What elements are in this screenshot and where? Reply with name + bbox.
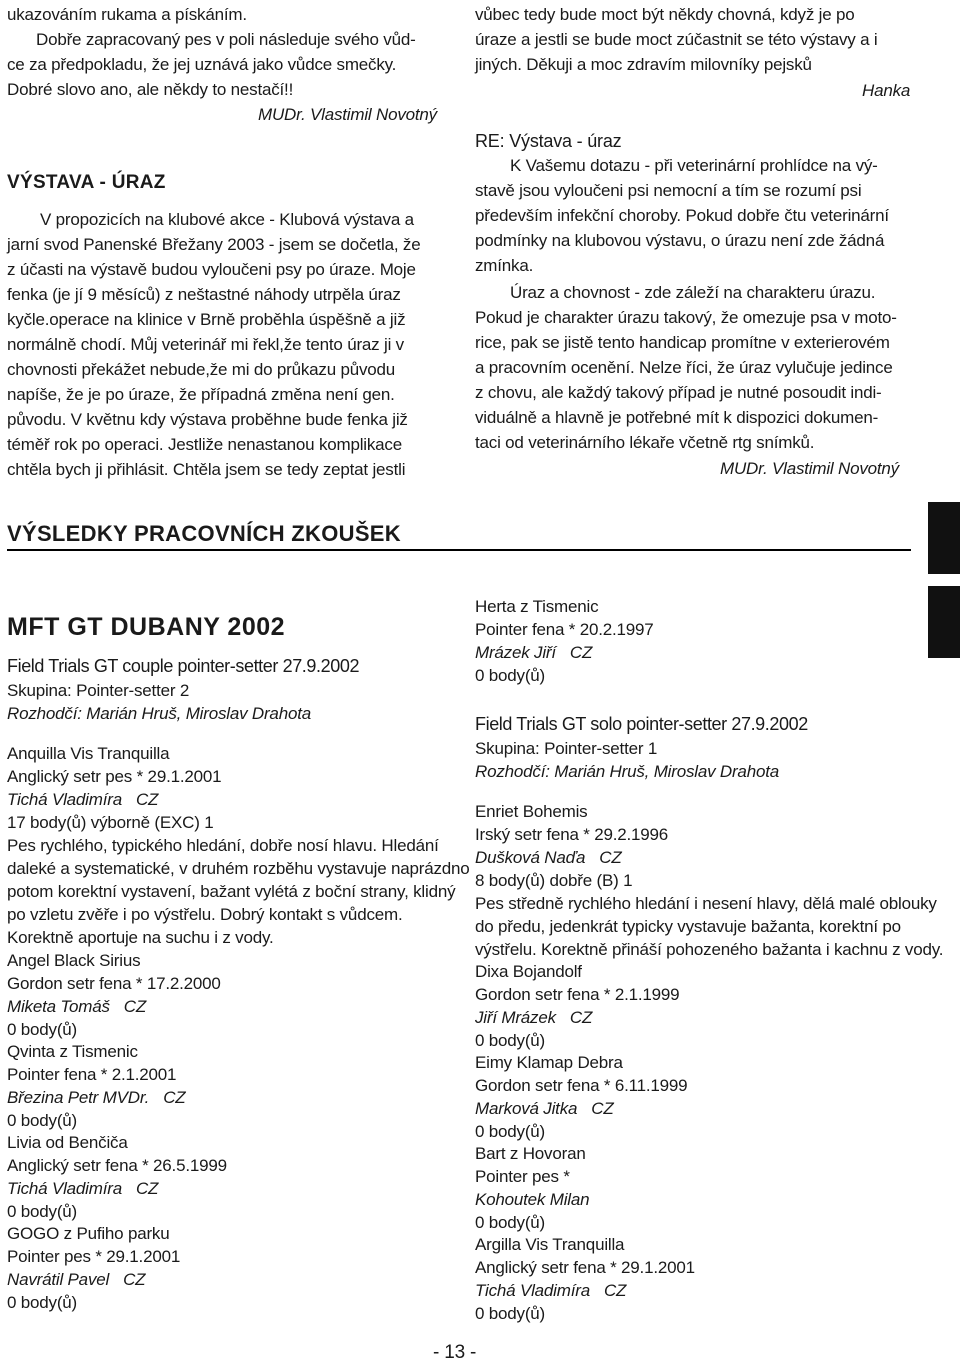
dog-breed: Pointer fena * 20.2.1997 <box>475 620 654 639</box>
dog-owner: Navrátil Pavel CZ <box>7 1270 146 1289</box>
dog-owner: Březina Petr MVDr. CZ <box>7 1088 186 1107</box>
dog-owner: Miketa Tomáš CZ <box>7 997 147 1016</box>
dog-comment-line: daleké a systematické, v druhém rozběhu vystavuje naprázdno <box>7 859 470 878</box>
reply-signature: MUDr. Vlastimil Novotný <box>720 459 899 478</box>
dog-owner: Jiří Mrázek CZ <box>475 1008 593 1027</box>
dog-score: 0 body(ů) <box>7 1020 78 1039</box>
edge-tab-top <box>928 502 960 574</box>
reply-line: K Vašemu dotazu - při veterinární prohlídce na vý- <box>510 156 878 175</box>
dog-breed: Anglický setr fena * 26.5.1999 <box>7 1156 227 1175</box>
vystava-line: fenka (je jí 9 měsíců) z neštastné náhody utrpěla úraz <box>7 285 401 304</box>
dog-score: 0 body(ů) <box>475 1122 546 1141</box>
reply-line: Úraz a chovnost - zde záleží na charakteru úrazu. <box>510 283 876 302</box>
dog-name: Livia od Benčiča <box>7 1133 128 1152</box>
vystava-line: napíše, že je po úraze, že případná změna není gen. <box>7 385 395 404</box>
dog-name: Enriet Bohemis <box>475 802 588 821</box>
dog-score: 0 body(ů) <box>7 1202 78 1221</box>
reply-line: viduálně a hlavně je potřebné mít k dispozici dokumen- <box>475 408 879 427</box>
dog-name: Bart z Hovoran <box>475 1144 586 1163</box>
dog-breed: Gordon setr fena * 2.1.1999 <box>475 985 680 1004</box>
solo-judges: Rozhodčí: Marián Hruš, Miroslav Drahota <box>475 762 779 781</box>
dog-score: 0 body(ů) <box>475 666 546 685</box>
edge-tab-bottom <box>928 586 960 658</box>
reply-line: a pracovním ocenění. Nelze říci, že úraz vylučuje jedince <box>475 358 893 377</box>
reply-line: rice, pak se jistě tento handicap promítne v exterierovém <box>475 333 890 352</box>
dog-breed: Anglický setr pes * 29.1.2001 <box>7 767 222 786</box>
dog-owner: Tichá Vladimíra CZ <box>475 1281 627 1300</box>
mft-group: Skupina: Pointer-setter 2 <box>7 681 190 700</box>
mft-judges: Rozhodčí: Marián Hruš, Miroslav Drahota <box>7 704 311 723</box>
dog-owner: Marková Jitka CZ <box>475 1099 614 1118</box>
dog-name: Eimy Klamap Debra <box>475 1053 623 1072</box>
dog-score: 0 body(ů) <box>7 1111 78 1130</box>
reply-line: stavě jsou vyloučeni psi nemocní a tím se rozumí psi <box>475 181 862 200</box>
dog-comment-line: výstřelu. Korektně přináší pohozeného bažanta i kachnu z vody. <box>475 940 944 959</box>
reply-line: především infekční choroby. Pokud dobře čtu veterinární <box>475 206 889 225</box>
reply-line: podmínky na klubovou výstavu, o úrazu není zde žádná <box>475 231 885 250</box>
dog-name: Qvinta z Tismenic <box>7 1042 138 1061</box>
dog-breed: Pointer pes * 29.1.2001 <box>7 1247 181 1266</box>
dog-owner: Tichá Vladimíra CZ <box>7 1179 159 1198</box>
dog-owner: Mrázek Jiří CZ <box>475 643 593 662</box>
heading-rule <box>7 549 911 551</box>
dog-comment-line: potom korektní vystavení, bažant vylétá z boční strany, klidný <box>7 882 456 901</box>
dog-name: Argilla Vis Tranquilla <box>475 1235 625 1254</box>
dog-breed: Pointer fena * 2.1.2001 <box>7 1065 177 1084</box>
dog-owner: Tichá Vladimíra CZ <box>7 790 159 809</box>
vystava-line: z účasti na výstavě budou vyloučeni psy po úraze. Moje <box>7 260 416 279</box>
dog-score: 8 body(ů) dobře (B) 1 <box>475 871 633 890</box>
letter-author: Hanka <box>862 81 911 100</box>
vystava-line: chtěla bych ji přihlásit. Chtěla jsem se tedy zeptat jestli <box>7 460 406 479</box>
reply-heading: RE: Výstava - úraz <box>475 131 622 151</box>
dog-breed: Pointer pes * <box>475 1167 570 1186</box>
dog-breed: Gordon setr fena * 17.2.2000 <box>7 974 221 993</box>
col2-line-3: jiných. Děkuji a moc zdravím milovníky pejsků <box>475 55 812 74</box>
vystava-line: chovnosti překážet nebude,že mi do průkazu původu <box>7 360 396 379</box>
dog-score: 0 body(ů) <box>475 1031 546 1050</box>
mft-event: Field Trials GT couple pointer-setter 27.9.2002 <box>7 656 360 676</box>
col1-line-1: ukazováním rukama a pískáním. <box>7 5 247 24</box>
dog-name: Angel Black Sirius <box>7 951 141 970</box>
dog-comment-line: po vzletu zvěře i po výstřelu. Dobrý kontakt s vůdcem. <box>7 905 403 924</box>
solo-event: Field Trials GT solo pointer-setter 27.9.2002 <box>475 714 808 734</box>
reply-line: z chovu, ale každý takový případ je nutné posoudit indi- <box>475 383 882 402</box>
dog-comment-line: Pes středně rychlého hledání i nesení hlavy, dělá malé oblouky <box>475 894 937 913</box>
dog-name: Dixa Bojandolf <box>475 962 582 981</box>
dog-name: GOGO z Pufiho parku <box>7 1224 170 1243</box>
dog-owner: Dušková Naďa CZ <box>475 848 622 867</box>
dog-breed: Irský setr fena * 29.2.1996 <box>475 825 669 844</box>
dog-score: 0 body(ů) <box>475 1304 546 1323</box>
dog-name: Anquilla Vis Tranquilla <box>7 744 170 763</box>
page-number: - 13 - <box>433 1342 477 1363</box>
vystava-line: původu. V květnu kdy výstava proběhne bude fenka již <box>7 410 408 429</box>
vystava-line: V propozicích na klubové akce - Klubová výstava a <box>40 210 414 229</box>
col2-line-2: úraze a jestli se bude moct zúčastnit se této výstavy a i <box>475 30 878 49</box>
dog-score: 0 body(ů) <box>475 1213 546 1232</box>
dog-comment-line: Korektně aportuje na suchu i z vody. <box>7 928 274 947</box>
dog-score: 0 body(ů) <box>7 1293 78 1312</box>
mft-title: MFT GT DUBANY 2002 <box>7 613 286 641</box>
vystava-line: kyčle.operace na klinice v Brně proběhla úspěšně a již <box>7 310 406 329</box>
dog-comment-line: Pes rychlého, typického hledání, dobře nosí hlavu. Hledání <box>7 836 439 855</box>
vystava-heading: VÝSTAVA - ÚRAZ <box>7 172 166 193</box>
col1-line-4: Dobré slovo ano, ale někdy to nestačí!! <box>7 80 294 99</box>
col1-signature: MUDr. Vlastimil Novotný <box>258 105 437 124</box>
solo-group: Skupina: Pointer-setter 1 <box>475 739 658 758</box>
dog-breed: Anglický setr fena * 29.1.2001 <box>475 1258 695 1277</box>
vystava-line: normálně chodí. Můj veterinář mi řekl,že tento úraz ji v <box>7 335 404 354</box>
col1-line-3: ce za předpokladu, že jej uznává jako vůdce smečky. <box>7 55 397 74</box>
reply-line: Pokud je charakter úrazu takový, že omezuje psa v moto- <box>475 308 897 327</box>
reply-line: taci od veterinárního lékaře včetně rtg snímků. <box>475 433 815 452</box>
dog-name: Herta z Tismenic <box>475 597 599 616</box>
dog-comment-line: do předu, jedenkrát typicky vystavuje bažanta, korektní po <box>475 917 901 936</box>
col2-line-1: vůbec tedy bude moct být někdy chovná, když je po <box>475 5 855 24</box>
reply-line: zmínka. <box>475 256 534 275</box>
dog-owner: Kohoutek Milan <box>475 1190 590 1209</box>
results-heading: VÝSLEDKY PRACOVNÍCH ZKOUŠEK <box>7 521 401 546</box>
col1-line-2: Dobře zapracovaný pes v poli následuje svého vůd- <box>36 30 416 49</box>
vystava-line: jarní svod Panenské Břežany 2003 - jsem se dočetla, že <box>7 235 421 254</box>
vystava-line: téměř rok po operaci. Jestliže nenastanou komplikace <box>7 435 402 454</box>
dog-breed: Gordon setr fena * 6.11.1999 <box>475 1076 688 1095</box>
dog-score: 17 body(ů) výborně (EXC) 1 <box>7 813 214 832</box>
